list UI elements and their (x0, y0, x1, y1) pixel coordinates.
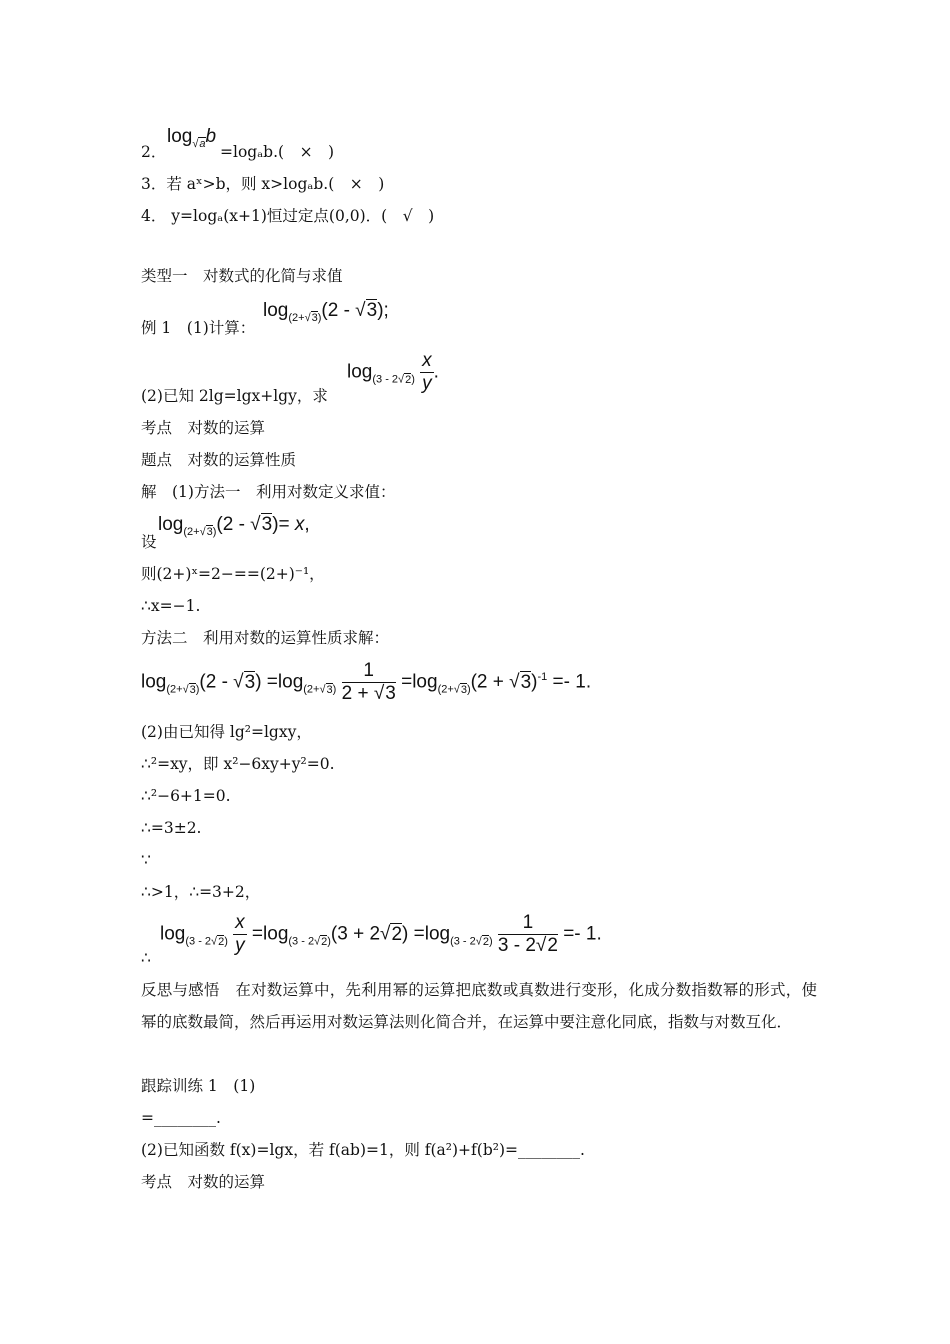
tracking-part2: (2)已知函数 f(x)=lgx，若 f(ab)=1，则 f(a²)+f(b²)=________. (141, 1141, 585, 1159)
part2-start: (2)由已知得 lg²=lgxy， (141, 723, 312, 741)
ze-line: 则(2+)ˣ=2−==(2+)⁻¹， (141, 565, 325, 583)
example-1: 例 1 (1)计算： (141, 319, 256, 337)
example-1-part2: (2)已知 2lg=lgx+lgy，求 (141, 387, 328, 405)
solution-start: 解 (1)方法一 利用对数定义求值： (141, 483, 396, 501)
tidian: 题点 对数的运算性质 (141, 451, 297, 469)
step-2: ∴²−6+1=0. (141, 787, 231, 805)
step-3: ∴=3±2. (141, 819, 202, 837)
blank-1: =________. (141, 1109, 221, 1127)
item-2-number: 2． (141, 143, 167, 161)
formula-ex1: $\log_{(2+√3)}(2 - √3)$; (263, 300, 389, 324)
item-4: 4． y=logₐ(x+1)恒过定点(0,0)．( √ ) (141, 207, 435, 225)
type-title: 类型一 对数式的化简与求值 (141, 267, 343, 285)
formula-ex2: $\log_{(3 - 2√2)}$ $\frac{x}{y}$ . (347, 350, 439, 394)
method-2: 方法二 利用对数的运算性质求解： (141, 629, 390, 647)
formula-final: $\log_{(3 - 2√2)}$ $\frac{x}{y}$ $=\log_{(3 - 2√2)}(3 + 2√2) =\log_{(3 - 2√2)}$ $\frac{1}{3 - 2√2}$ =- 1. (160, 912, 602, 956)
step-4: ∵ (141, 851, 151, 869)
formula-method2: $\log_{(2+√3)}(2 - √3) =\log_{(2+√3)}$ $\frac{1}{2 + √3}$ $=\log_{(2+√3)}(2 + √3)^{-1} =- 1$. (141, 660, 592, 704)
item-2-text: =logₐb.( × ) (220, 143, 335, 161)
formula-item2: $\log_{√a}b$ (167, 126, 217, 150)
step-6: ∴ (141, 949, 151, 967)
therefore-x: ∴x=−1. (141, 597, 201, 615)
step-5: ∴>1，∴=3+2， (141, 883, 261, 901)
kaodian: 考点 对数的运算 (141, 419, 266, 437)
formula-set: $\log_{(2+√3)}(2 - √3)= x$, (158, 514, 310, 538)
reflection-paragraph: 反思与感悟 在对数运算中，先利用幂的运算把底数或真数进行变形，化成分数指数幂的形式，使幂的底数最简，然后再运用对数运算法则化简合并，在运算中要注意化同底，指数与对数互化． (141, 981, 817, 1031)
tracking-exercise: 跟踪训练 1 (1) (141, 1077, 256, 1095)
she: 设 (141, 533, 157, 551)
item-3: 3．若 aˣ>b，则 x>logₐb.( × ) (141, 175, 385, 193)
step-1: ∴²=xy，即 x²−6xy+y²=0. (141, 755, 335, 773)
kaodian-2: 考点 对数的运算 (141, 1173, 266, 1191)
